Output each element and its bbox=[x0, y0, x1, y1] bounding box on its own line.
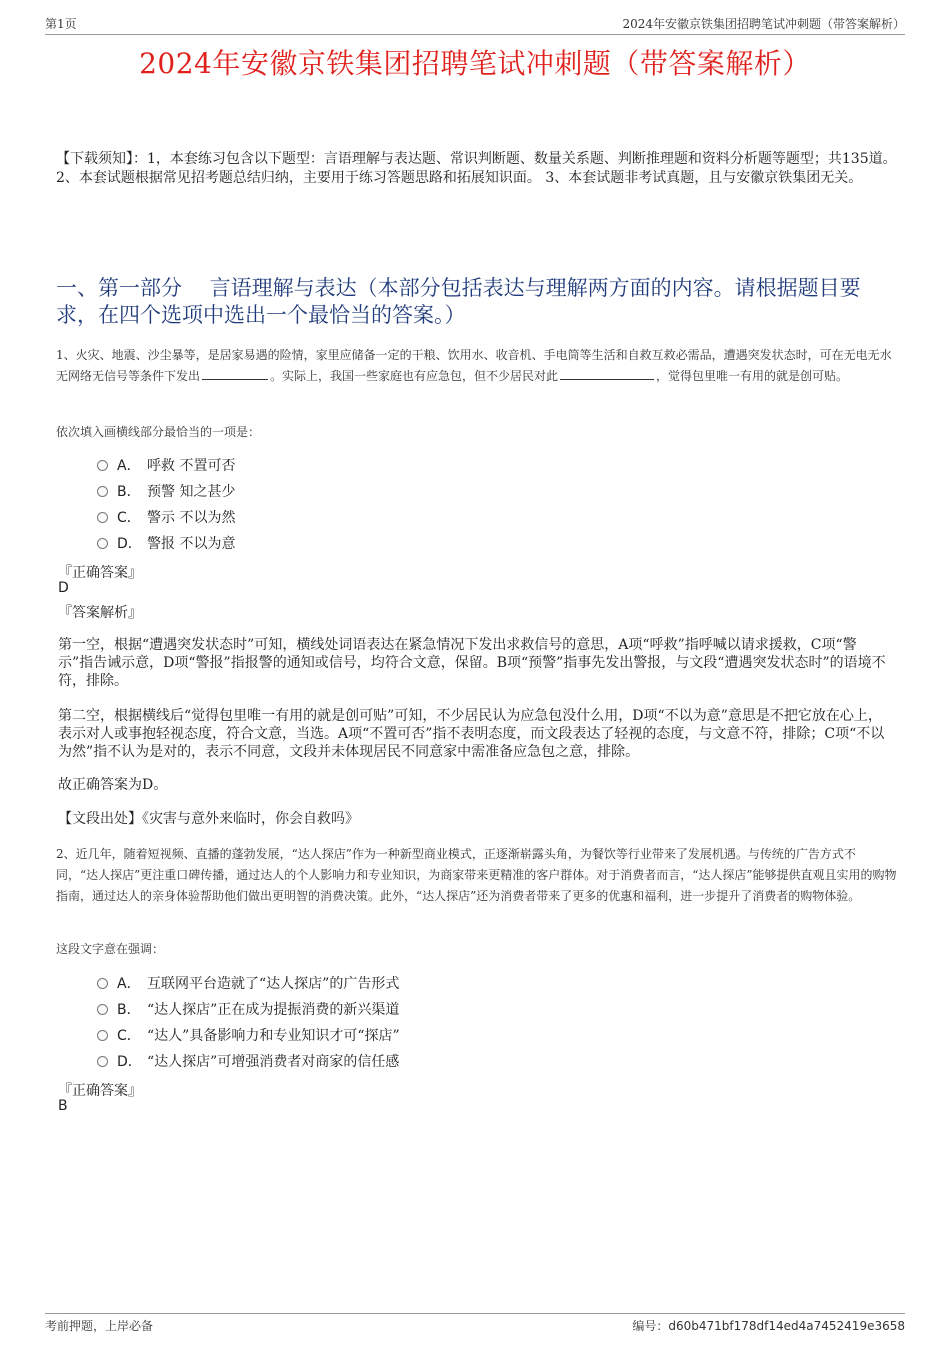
question-1-stem-part-b: 。实际上，我国一些家庭也有应急包，但不少居民对此 bbox=[270, 369, 559, 383]
question-1-option-d[interactable] bbox=[97, 530, 235, 556]
option-text: 预警 知之甚少 bbox=[147, 484, 236, 500]
question-1-analysis-label: 『答案解析』 bbox=[58, 605, 142, 621]
option-text: 互联网平台造就了“达人探店”的广告形式 bbox=[147, 976, 400, 992]
document-title: 2024年安徽京铁集团招聘笔试冲刺题（带答案解析） bbox=[139, 47, 811, 80]
question-1-option-b[interactable] bbox=[97, 478, 235, 504]
option-text: “达人”具备影响力和专业知识才可“探店” bbox=[147, 1028, 400, 1044]
question-2-option-a[interactable] bbox=[97, 970, 400, 996]
option-letter: A． bbox=[117, 976, 141, 992]
question-1-prompt: 依次填入画横线部分最恰当的一项是： bbox=[56, 425, 261, 439]
option-text: “达人探店”可增强消费者对商家的信任感 bbox=[147, 1054, 400, 1070]
section-heading: 一、第一部分 言语理解与表达（本部分包括表达与理解两方面的内容。请根据题目要求，在四个选项中选出一个最恰当的答案。） bbox=[56, 276, 861, 327]
blank-2 bbox=[560, 366, 654, 380]
question-2-option-b[interactable] bbox=[97, 996, 400, 1022]
option-text: 呼救 不置可否 bbox=[147, 458, 236, 474]
radio-icon[interactable] bbox=[97, 460, 108, 471]
source-citation: 【文段出处】《灾害与意外来临时，你会自救吗》 bbox=[58, 811, 359, 827]
question-2-prompt: 这段文字意在强调： bbox=[56, 942, 165, 956]
question-2-option-d[interactable] bbox=[97, 1048, 400, 1074]
page-header bbox=[45, 14, 905, 35]
page-footer bbox=[45, 1313, 905, 1333]
question-1-option-a[interactable] bbox=[97, 452, 235, 478]
radio-icon[interactable] bbox=[97, 512, 108, 523]
question-1-stem-part-c: ，觉得包里唯一有用的就是创可贴。 bbox=[656, 369, 849, 383]
radio-icon[interactable] bbox=[97, 978, 108, 989]
question-2-answer-label: 『正确答案』 bbox=[58, 1083, 142, 1099]
footer-slogan: 考前押题，上岸必备 bbox=[45, 1319, 154, 1333]
question-1-stem-part-a: 1、火灾、地震、沙尘暴等，是居家易遇的险情，家里应储备一定的干粮、饮用水、收音机、手电筒等生活和自救互救必需品，遭遇突发状态时，可在无电无水无网络无信号等条件下发出 bbox=[56, 348, 892, 383]
question-1-answer-label: 『正确答案』 bbox=[58, 565, 142, 581]
option-text: “达人探店”正在成为提振消费的新兴渠道 bbox=[147, 1002, 400, 1018]
analysis-paragraph-1: 第一空，根据“遭遇突发状态时”可知，横线处词语表达在紧急情况下发出求救信号的意思，A项“呼救”指呼喊以请求援救，C项“警示”指告诫示意，D项“警报”指报警的通知或信号，均符合文意，保留。B项“预警”指事先发出警报，与文段“遭遇突发状态时”的语境不符，排除。 bbox=[58, 637, 886, 689]
option-text: 警报 不以为意 bbox=[147, 536, 236, 552]
radio-icon[interactable] bbox=[97, 1004, 108, 1015]
page-number: 第1页 bbox=[45, 17, 77, 31]
analysis-conclusion: 故正确答案为D。 bbox=[58, 777, 168, 793]
question-1-answer: D bbox=[58, 580, 69, 596]
option-letter: D． bbox=[117, 536, 142, 552]
radio-icon[interactable] bbox=[97, 1056, 108, 1067]
radio-icon[interactable] bbox=[97, 486, 108, 497]
option-letter: D． bbox=[117, 1054, 142, 1070]
download-notice: 【下载须知】：1，本套练习包含以下题型：言语理解与表达题、常识判断题、数量关系题、判断推理题和资料分析题等题型；共135道。 2、本套试题根据常见招考题总结归纳，主要用于练习答题思路和拓展知识面。 3、本套试题非考试真题，且与安徽京铁集团无关。 bbox=[56, 151, 897, 186]
footer-doc-id: 编号：d60b471bf178df14ed4a7452419e3658 bbox=[632, 1319, 905, 1333]
question-2-option-c[interactable] bbox=[97, 1022, 400, 1048]
option-letter: B． bbox=[117, 484, 141, 500]
question-1-stem bbox=[56, 345, 898, 387]
option-letter: B． bbox=[117, 1002, 141, 1018]
option-letter: C． bbox=[117, 1028, 141, 1044]
radio-icon[interactable] bbox=[97, 538, 108, 549]
question-1-option-c[interactable] bbox=[97, 504, 235, 530]
option-letter: A． bbox=[117, 458, 141, 474]
option-text: 警示 不以为然 bbox=[147, 510, 236, 526]
question-1-options bbox=[97, 452, 235, 556]
header-doc-title: 2024年安徽京铁集团招聘笔试冲刺题（带答案解析） bbox=[622, 17, 905, 31]
analysis-paragraph-2: 第二空，根据横线后“觉得包里唯一有用的就是创可贴”可知，不少居民认为应急包没什么用，D项“不以为意”意思是不把它放在心上，表示对人或事抱轻视态度，符合文意，当选。A项“不置可否”指不表明态度，而文段表达了轻视的态度，与文意不符，排除；C项“不以为然”指不认为是对的，表示不同意，文段并未体现居民不同意家中需准备应急包之意，排除。 bbox=[58, 708, 885, 760]
blank-1 bbox=[202, 366, 268, 380]
radio-icon[interactable] bbox=[97, 1030, 108, 1041]
question-2-stem: 2、近几年，随着短视频、直播的蓬勃发展，“达人探店”作为一种新型商业模式，正逐渐崭露头角，为餐饮等行业带来了发展机遇。与传统的广告方式不同，“达人探店”更注重口碑传播，通过达人的个人影响力和专业知识，为商家带来更精准的客户群体。对于消费者而言，“达人探店”能够提供直观且实用的购物指南，通过达人的亲身体验帮助他们做出更明智的消费决策。此外，“达人探店”还为消费者带来了更多的优惠和福利，进一步提升了消费者的购物体验。 bbox=[56, 847, 897, 903]
question-2-answer: B bbox=[58, 1098, 68, 1114]
question-2-options bbox=[97, 970, 400, 1074]
option-letter: C． bbox=[117, 510, 141, 526]
